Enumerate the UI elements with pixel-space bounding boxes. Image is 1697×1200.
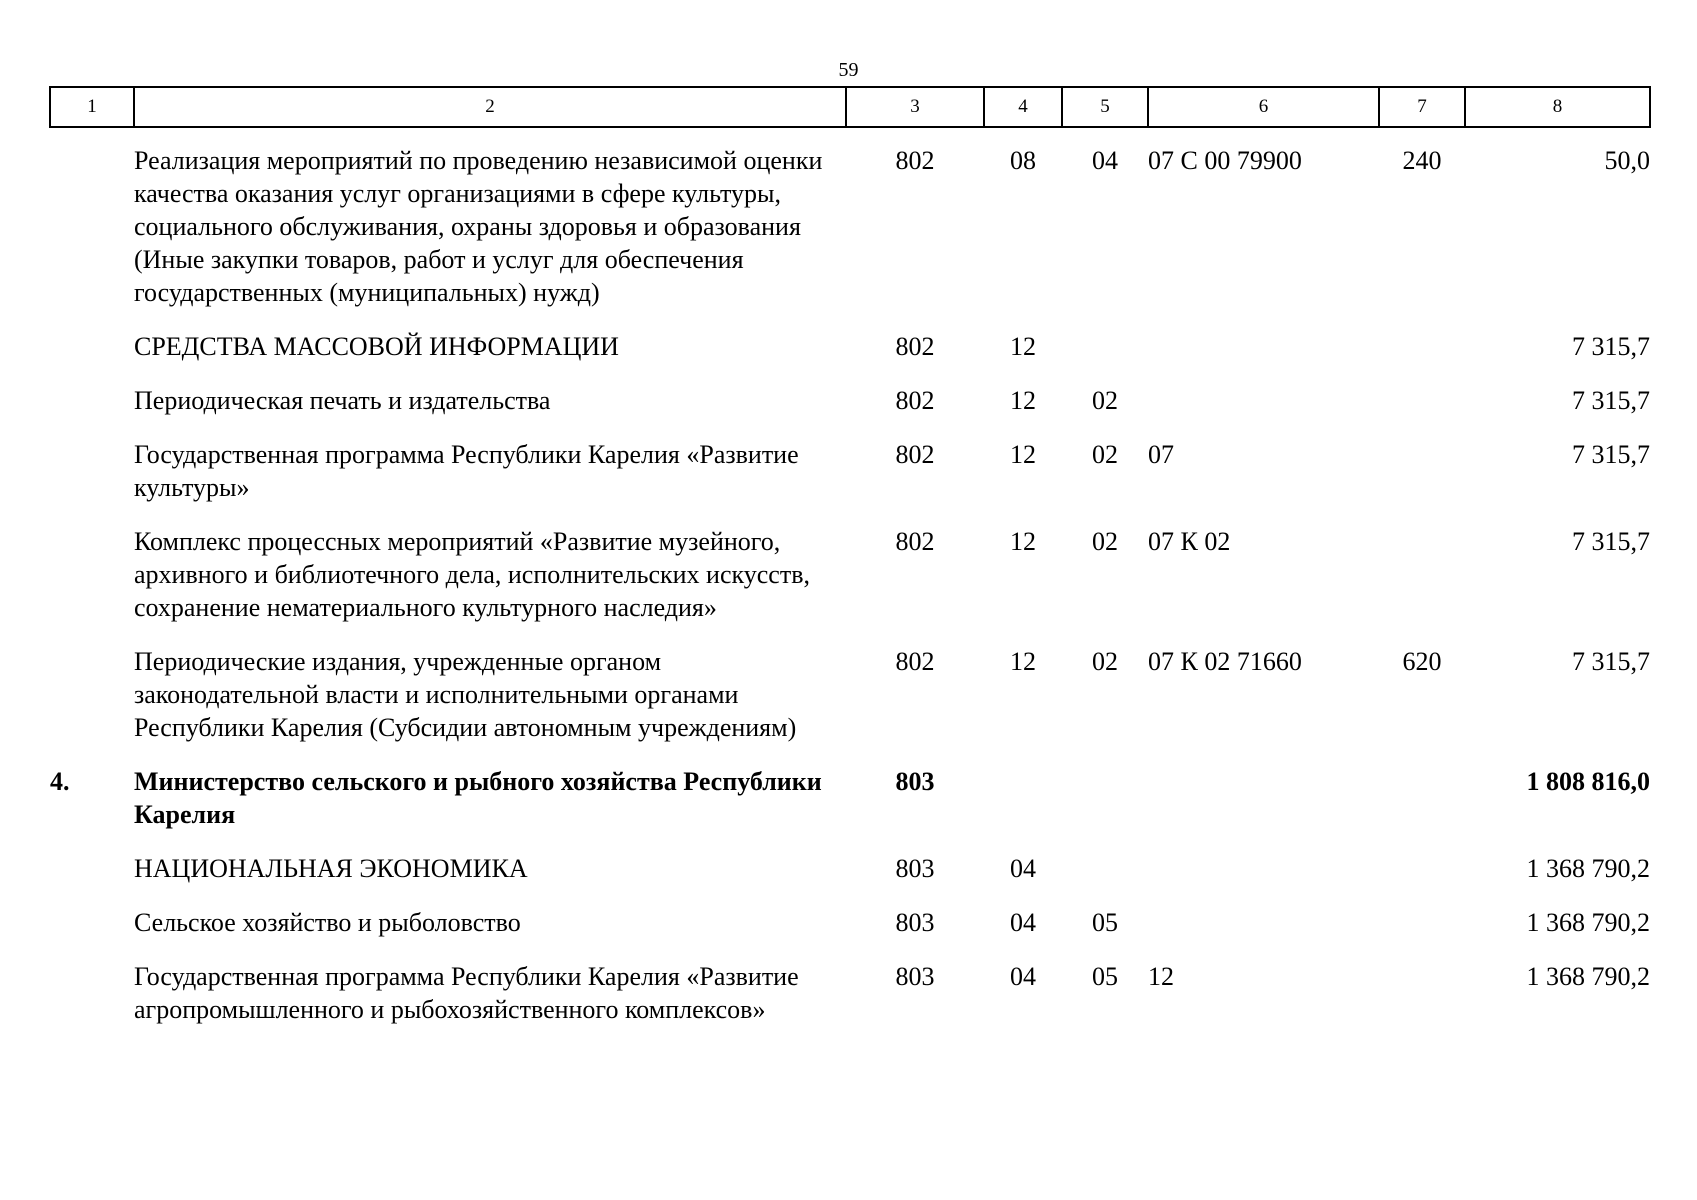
- section-code: 12: [1010, 527, 1036, 556]
- item-name: Государственная программа Республики Карелия «Развитие культуры»: [134, 440, 799, 502]
- ministry-code: 802: [895, 146, 935, 175]
- table-row: [50, 371, 1650, 425]
- row-number: [50, 947, 134, 1034]
- ministry-code: 802: [895, 386, 935, 415]
- table-row: [50, 839, 1650, 893]
- column-number-row: [50, 87, 1650, 127]
- amount: 7 315,7: [1572, 386, 1650, 415]
- table-row: [50, 317, 1650, 371]
- ministry-code: 802: [895, 647, 935, 676]
- budget-table: [49, 86, 1651, 1034]
- item-name: Периодическая печать и издательства: [134, 386, 551, 415]
- row-number: [50, 512, 134, 632]
- target-article-code: 07 С 00 79900: [1148, 146, 1302, 175]
- item-name: Периодические издания, учрежденные органом законодательной власти и исполнительными органами Республики Карелия (Субсидии автономным учреждениям): [134, 647, 797, 742]
- column-number-2: 2: [134, 87, 846, 127]
- amount: 1 808 816,0: [1526, 767, 1650, 796]
- table-row: [50, 632, 1650, 752]
- page-number: 59: [838, 59, 859, 81]
- ministry-code: 803: [895, 854, 935, 883]
- row-number: 4.: [50, 767, 70, 796]
- target-article-code: 07 К 02: [1148, 527, 1231, 556]
- amount: 7 315,7: [1572, 332, 1650, 361]
- subsection-code: [1062, 317, 1148, 371]
- subsection-code: 02: [1092, 647, 1118, 676]
- item-name: СРЕДСТВА МАССОВОЙ ИНФОРМАЦИИ: [134, 332, 619, 361]
- column-number-1: 1: [50, 87, 134, 127]
- row-number: [50, 317, 134, 371]
- table-row: [50, 425, 1650, 512]
- subsection-code: 04: [1092, 146, 1118, 175]
- amount: 50,0: [1604, 146, 1650, 175]
- row-number: [50, 425, 134, 512]
- expense-type-code: 620: [1402, 647, 1442, 676]
- row-number: [50, 127, 134, 317]
- expense-type-code: [1379, 893, 1465, 947]
- item-name: Реализация мероприятий по проведению независимой оценки качества оказания услуг организациями в сфере культуры, социального обслуживания, охраны здоровья и образования (Иные закупки товаров, работ и услуг для обеспечения государственных (муниципальных) нужд): [134, 146, 823, 307]
- section-code: 04: [1010, 962, 1036, 991]
- column-number-8: 8: [1465, 87, 1650, 127]
- target-article-code: [1148, 371, 1379, 425]
- expense-type-code: [1379, 839, 1465, 893]
- ministry-code: 802: [895, 440, 935, 469]
- row-number: [50, 839, 134, 893]
- ministry-code: 803: [895, 962, 935, 991]
- column-number-5: 5: [1062, 87, 1148, 127]
- table-row: [50, 947, 1650, 1034]
- ministry-code: 803: [895, 767, 935, 796]
- table-row: [50, 752, 1650, 839]
- table-row: [50, 893, 1650, 947]
- ministry-code: 802: [895, 332, 935, 361]
- row-number: [50, 371, 134, 425]
- amount: 1 368 790,2: [1526, 854, 1650, 883]
- section-code: 12: [1010, 647, 1036, 676]
- row-number: [50, 893, 134, 947]
- table-body: [50, 127, 1650, 1034]
- subsection-code: 05: [1092, 962, 1118, 991]
- amount: 1 368 790,2: [1526, 908, 1650, 937]
- item-name: Сельское хозяйство и рыболовство: [134, 908, 521, 937]
- target-article-code: [1148, 317, 1379, 371]
- item-name: Государственная программа Республики Карелия «Развитие агропромышленного и рыбохозяйственного комплексов»: [134, 962, 799, 1024]
- column-number-4: 4: [984, 87, 1062, 127]
- section-code: [984, 752, 1062, 839]
- section-code: 04: [1010, 908, 1036, 937]
- target-article-code: 12: [1148, 962, 1174, 991]
- expense-type-code: [1379, 512, 1465, 632]
- table-row: [50, 127, 1650, 317]
- expense-type-code: [1379, 317, 1465, 371]
- column-number-7: 7: [1379, 87, 1465, 127]
- subsection-code: [1062, 752, 1148, 839]
- amount: 7 315,7: [1572, 440, 1650, 469]
- expense-type-code: [1379, 752, 1465, 839]
- target-article-code: 07: [1148, 440, 1174, 469]
- subsection-code: 05: [1092, 908, 1118, 937]
- section-code: 04: [1010, 854, 1036, 883]
- section-code: 12: [1010, 332, 1036, 361]
- item-name: Министерство сельского и рыбного хозяйства Республики Карелия: [134, 767, 822, 829]
- item-name: Комплекс процессных мероприятий «Развитие музейного, архивного и библиотечного дела, исполнительских искусств, сохранение нематериального культурного наследия»: [134, 527, 810, 622]
- subsection-code: [1062, 839, 1148, 893]
- ministry-code: 802: [895, 527, 935, 556]
- section-code: 12: [1010, 440, 1036, 469]
- amount: 7 315,7: [1572, 527, 1650, 556]
- subsection-code: 02: [1092, 386, 1118, 415]
- amount: 1 368 790,2: [1526, 962, 1650, 991]
- column-number-6: 6: [1148, 87, 1379, 127]
- target-article-code: [1148, 839, 1379, 893]
- expense-type-code: [1379, 371, 1465, 425]
- target-article-code: [1148, 752, 1379, 839]
- subsection-code: 02: [1092, 440, 1118, 469]
- row-number: [50, 632, 134, 752]
- target-article-code: [1148, 893, 1379, 947]
- expense-type-code: [1379, 947, 1465, 1034]
- subsection-code: 02: [1092, 527, 1118, 556]
- ministry-code: 803: [895, 908, 935, 937]
- column-number-3: 3: [846, 87, 984, 127]
- section-code: 12: [1010, 386, 1036, 415]
- expense-type-code: [1379, 425, 1465, 512]
- section-code: 08: [1010, 146, 1036, 175]
- item-name: НАЦИОНАЛЬНАЯ ЭКОНОМИКА: [134, 854, 528, 883]
- target-article-code: 07 К 02 71660: [1148, 647, 1302, 676]
- table-row: [50, 512, 1650, 632]
- amount: 7 315,7: [1572, 647, 1650, 676]
- expense-type-code: 240: [1402, 146, 1442, 175]
